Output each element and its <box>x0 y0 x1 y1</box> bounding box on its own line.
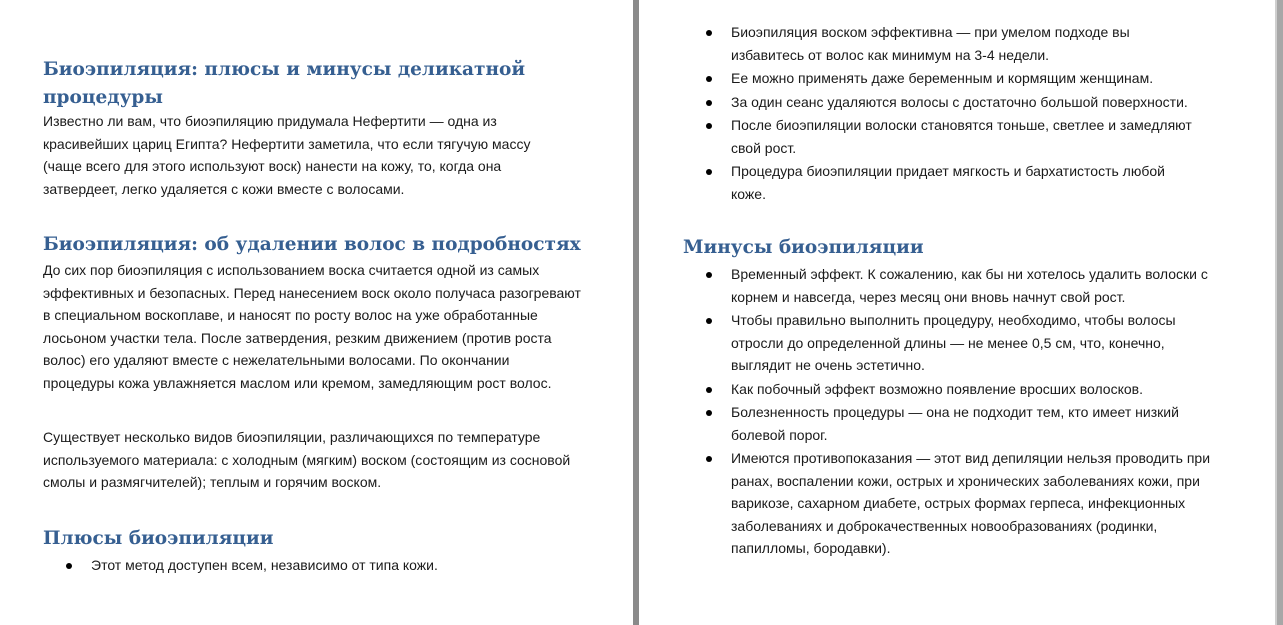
bullet-icon <box>706 76 712 82</box>
bullet-icon <box>706 387 712 393</box>
page-edge-line <box>1275 0 1277 625</box>
bullet-icon <box>66 563 72 569</box>
bullet-icon <box>706 169 712 175</box>
list-item-text: Болезненность процедуры — она не подходит тем, кто имеет низкий болевой порог. <box>731 404 1179 443</box>
list-item-text: После биоэпиляции волоски становятся тоньше, светлее и замедляют свой рост. <box>731 117 1192 156</box>
bullet-icon <box>706 123 712 129</box>
heading-details: Биоэпиляция: об удалении волос в подробностях <box>43 234 581 255</box>
cons-list <box>683 263 1223 561</box>
bullet-icon <box>706 318 712 324</box>
bullet-icon <box>706 456 712 462</box>
list-item-text: Этот метод доступен всем, независимо от типа кожи. <box>91 557 438 573</box>
list-item-text: Как побочный эффект возможно появление вросших волосков. <box>731 380 1143 397</box>
pros-list-continued <box>683 21 1203 206</box>
list-item <box>683 160 1203 205</box>
list-item-text: Чтобы правильно выполнить процедуру, необходимо, чтобы волосы отросли до определенной длины — не менее 0,5 см, что, конечно, выглядит не очень эстетично. <box>731 312 1176 373</box>
page-left <box>0 0 633 625</box>
pros-list-start <box>43 554 603 578</box>
list-item <box>683 401 1223 446</box>
list-item-text: Процедура биоэпиляции придает мягкость и бархатистость любой коже. <box>731 163 1165 202</box>
bullet-icon <box>706 410 712 416</box>
heading-cons: Минусы биоэпиляции <box>683 237 924 258</box>
bullet-icon <box>706 100 712 106</box>
list-item <box>683 309 1223 377</box>
list-item <box>683 263 1223 308</box>
list-item <box>683 114 1203 159</box>
paragraph-types: Существует несколько видов биоэпиляции, различающихся по температуре используемого материала: с холодным (мягким) воском (состоящим из сосновой смолы и размягчителей); теплым и горячим воском. <box>43 429 571 490</box>
bullet-icon <box>706 272 712 278</box>
list-item-text: За один сеанс удаляются волосы с достаточно большой поверхности. <box>731 93 1188 110</box>
page-right <box>639 0 1275 625</box>
heading-main: Биоэпиляция: плюсы и минусы деликатной процедуры <box>43 59 526 108</box>
paragraph-intro: Известно ли вам, что биоэпиляцию придумала Нефертити — одна из красивейших цариц Египта? Нефертити заметила, что если тягучую массу (чаще всего для этого используют воск) нанести на кожу, то, когда она затвердеет, легко удаляется с кожи вместе с волосами. <box>43 113 531 197</box>
heading-pros: Плюсы биоэпиляции <box>43 528 274 549</box>
paragraph-details: До сих пор биоэпиляция с использованием воска считается одной из самых эффективных и безопасных. Перед нанесением воск около получаса разогревают в специальном воскоплаве, и наносят по росту волос на уже обработанные лосьоном участки тела. После затвердения, резким движением (против роста волос) его удаляют вместе с нежелательными волосами. По окончании процедуры кожа увлажняется маслом или кремом, замедляющим рост волос. <box>43 262 581 391</box>
list-item <box>683 447 1223 560</box>
list-item <box>683 21 1203 66</box>
list-item <box>683 67 1203 90</box>
list-item <box>683 91 1203 114</box>
list-item-text: Имеются противопоказания — этот вид депиляции нельзя проводить при ранах, воспалении кожи, острых и хронических заболеваниях кожи, при варикозе, сахарном диабете, острых формах герпеса, инфекционных заболеваниях и доброкачественных новообразованиях (родинки, папилломы, бородавки). <box>731 450 1211 556</box>
list-item <box>683 378 1223 401</box>
list-item-text: Биоэпиляция воском эффективна — при умелом подходе вы избавитесь от волос как минимум на 3-4 недели. <box>731 24 1130 63</box>
list-item-text: Временный эффект. К сожалению, как бы ни хотелось удалить волоски с корнем и навсегда, через месяц они вновь начнут свой рост. <box>731 266 1208 305</box>
list-item-text: Ее можно применять даже беременным и кормящим женщинам. <box>731 70 1154 86</box>
list-item <box>43 554 603 577</box>
bullet-icon <box>706 30 712 36</box>
